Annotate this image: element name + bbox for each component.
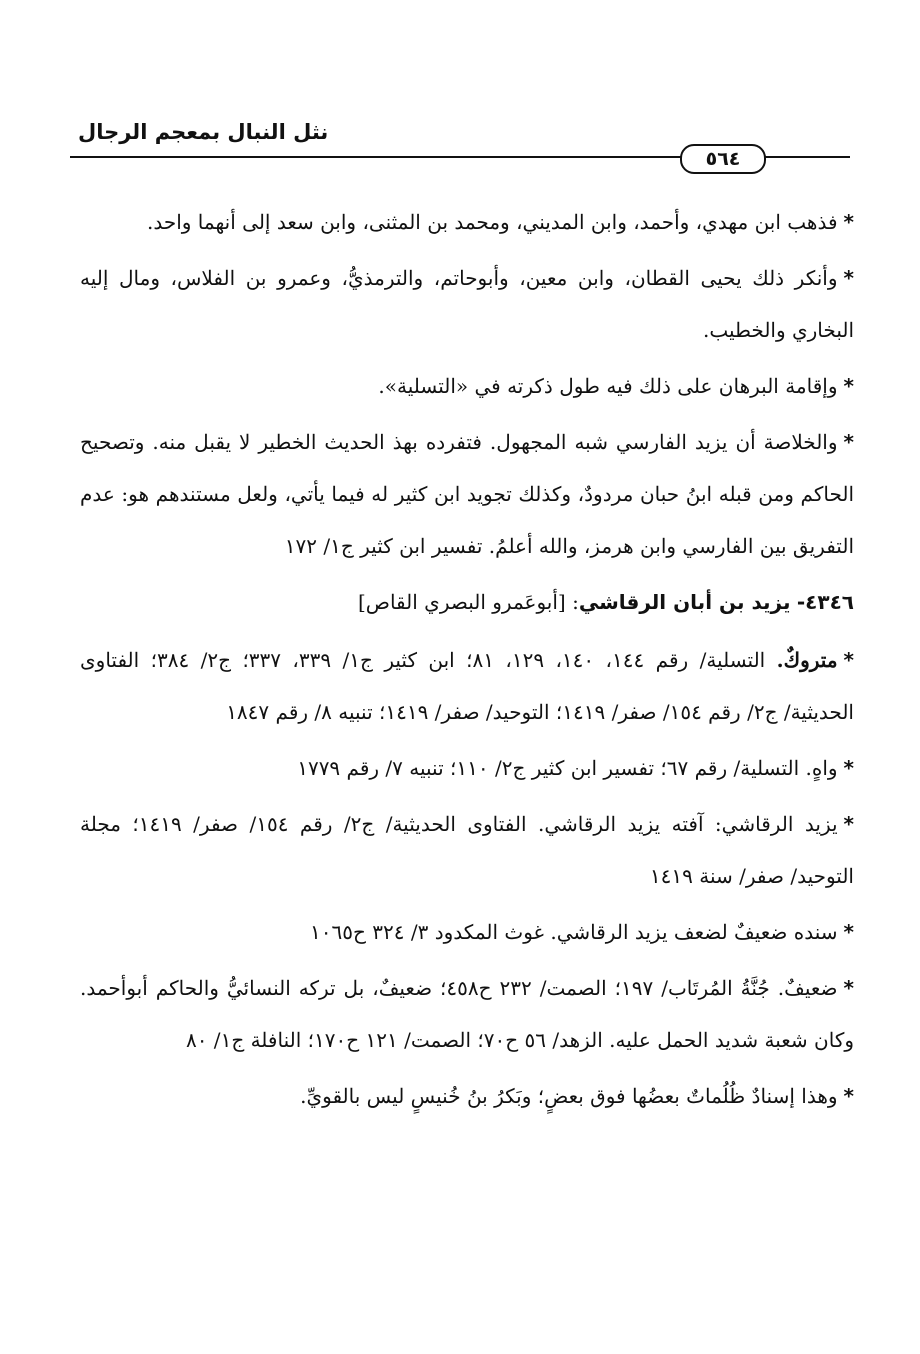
paragraph-text: وأنكر ذلك يحيى القطان، وابن معين، وأبوحاتم، والترمذيُّ، وعمرو بن الفلاس، ومال إليه البخاري والخطيب. <box>80 266 854 342</box>
bullet-star-icon: * <box>843 266 854 290</box>
book-title: نثل النبال بمعجم الرجال <box>78 120 329 144</box>
paragraph <box>80 634 854 738</box>
paragraph-text: ضعيفٌ. جُنَّةُ المُرتَاب/ ١٩٧؛ الصمت/ ٢٣٢ ح٤٥٨؛ ضعيفٌ، بل تركه النسائيُّ والحاكم أبوأحمد. وكان شعبة شديد الحمل عليه. الزهد/ ٥٦ ح٧٠؛ الصمت/ ١٢١ ح١٧٠؛ النافلة ج١/ ٨٠ <box>80 976 854 1052</box>
paragraph-text: يزيد الرقاشي: آفته يزيد الرقاشي. الفتاوى الحديثية/ ج٢/ رقم ١٥٤/ صفر/ ١٤١٩؛ مجلة التوحيد/ صفر/ سنة ١٤١٩ <box>80 812 854 888</box>
verdict-text: متروكٌ. <box>776 648 838 672</box>
paragraph <box>80 1070 854 1122</box>
bullet-star-icon: * <box>843 812 855 836</box>
bullet-star-icon: * <box>843 756 854 780</box>
page-header <box>70 112 850 172</box>
paragraph-text: والخلاصة أن يزيد الفارسي شبه المجهول. فتفرده بهذ الحديث الخطير لا يقبل منه. وتصحيح الحاكم ومن قبله ابنُ حبان مردودٌ، وكذلك تجويد ابن كثير له فيما يأتي، ولعل مستندهم هو: عدم التفريق بين الفارسي وابن هرمز، والله أعلمُ. تفسير ابن كثير ج١/ ١٧٢ <box>80 430 854 558</box>
paragraph <box>80 416 854 572</box>
paragraph-text: وإقامة البرهان على ذلك فيه طول ذكرته في «التسلية». <box>378 374 838 398</box>
paragraph-text: فذهب ابن مهدي، وأحمد، وابن المديني، ومحمد بن المثنى، وابن سعد إلى أنهما واحد. <box>147 210 838 234</box>
page-number-badge: ٥٦٤ <box>680 144 766 174</box>
bullet-star-icon: * <box>843 374 854 398</box>
paragraph-text: واهٍ. التسلية/ رقم ٦٧؛ تفسير ابن كثير ج٢/ ١١٠؛ تنبيه ٧/ رقم ١٧٧٩ <box>297 756 838 780</box>
paragraph-text: سنده ضعيفٌ لضعف يزيد الرقاشي. غوث المكدود ٣/ ٣٢٤ ح١٠٦٥ <box>310 920 838 944</box>
paragraph-text: وهذا إسنادٌ ظُلُماتٌ بعضُها فوق بعضٍ؛ وبَكرُ بنُ خُنيسٍ ليس بالقويِّ. <box>300 1084 838 1108</box>
paragraph <box>80 742 854 794</box>
bullet-star-icon: * <box>843 976 854 1000</box>
paragraph <box>80 360 854 412</box>
paragraph <box>80 252 854 356</box>
paragraph <box>80 196 854 248</box>
bullet-star-icon: * <box>843 430 854 454</box>
entry-number: ٤٣٤٦- <box>796 590 854 614</box>
paragraph <box>80 962 854 1066</box>
paragraph <box>80 798 854 902</box>
entry-name: يزيد بن أبان الرقاشي <box>578 590 791 614</box>
entry-colon: : <box>572 590 579 614</box>
bullet-star-icon: * <box>843 210 854 234</box>
entry-note: [أبوعَمرو البصري القاص] <box>357 590 566 614</box>
paragraph-text: التسلية/ رقم ١٤٤، ١٤٠، ١٢٩، ٨١؛ ابن كثير ج١/ ٣٣٩، ٣٣٧؛ ج٢/ ٣٨٤؛ الفتاوى الحديثية/ ج٢/ رقم ١٥٤/ صفر/ ١٤١٩؛ التوحيد/ صفر/ ١٤١٩؛ تنبيه ٨/ رقم ١٨٤٧ <box>80 648 854 724</box>
bullet-star-icon: * <box>843 1084 854 1108</box>
page-body <box>80 196 854 1126</box>
entry-heading <box>80 576 854 628</box>
paragraph <box>80 906 854 958</box>
bullet-star-icon: * <box>843 648 854 672</box>
bullet-star-icon: * <box>843 920 854 944</box>
